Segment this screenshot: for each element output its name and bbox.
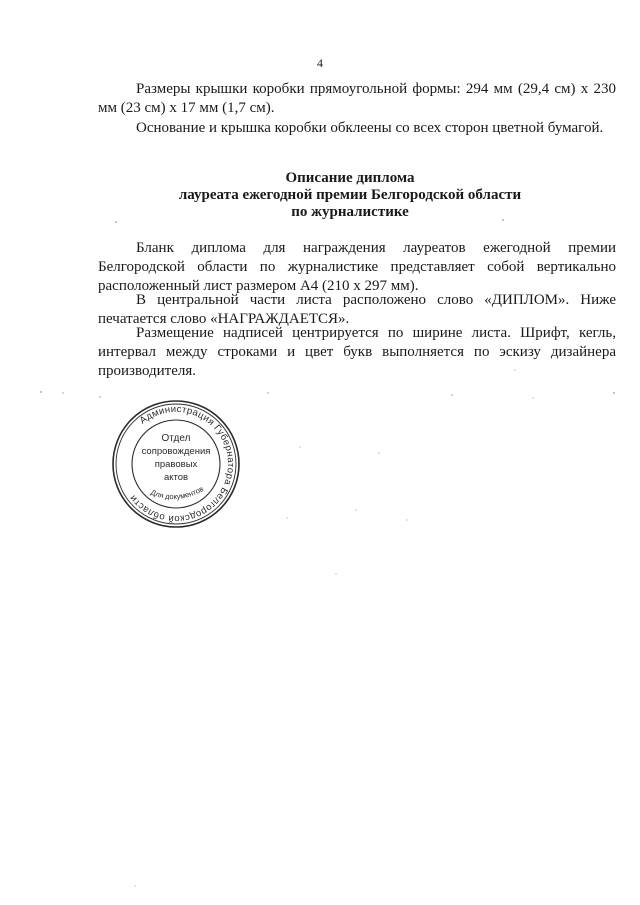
stamp-ring-text: Администрация Губернатора Белгородской области — [127, 403, 237, 525]
paragraph-text-placement: Размещение надписей центрируется по ширине листа. Шрифт, кегль, интервал между строками и цвет букв выполняется по эскизу дизайнера производителя. — [98, 325, 616, 379]
paragraph-diploma-center: В центральной части листа расположено слово «ДИПЛОМ». Ниже печатается слово «НАГРАЖДАЕТСЯ». — [98, 292, 616, 327]
stamp-bottom-text: Для документов — [149, 484, 205, 502]
heading-line-3: по журналистике — [291, 204, 409, 220]
page-number: 4 — [317, 56, 323, 70]
svg-text:Для документов — [149, 484, 205, 501]
paragraph-diploma-blank: Бланк диплома для награждения лауреатов ежегодной премии Белгородской области по журналистике представляет собой вертикально расположенный лист размером А4 (210 х 297 мм). — [98, 240, 616, 294]
paragraph-box-covering: Основание и крышка коробки обклеены со всех сторон цветной бумагой. — [136, 120, 604, 136]
stamp-center-line-4: актов — [163, 472, 189, 483]
stamp-center-line-2: сопровождения — [141, 446, 211, 457]
heading-line-2: лауреата ежегодной премии Белгородской области — [178, 187, 522, 203]
official-stamp — [108, 396, 244, 532]
heading-line-1: Описание диплома — [285, 170, 415, 186]
paragraph-box-dimensions: Размеры крышки коробки прямоугольной формы: 294 мм (29,4 см) х 230 мм (23 см) х 17 мм (1,7 см). — [98, 81, 616, 116]
stamp-center-line-3: правовых — [154, 459, 198, 470]
stamp-center-line-1: Отдел — [161, 433, 191, 444]
stamp-seal-icon — [108, 396, 244, 532]
section-heading — [90, 170, 610, 221]
